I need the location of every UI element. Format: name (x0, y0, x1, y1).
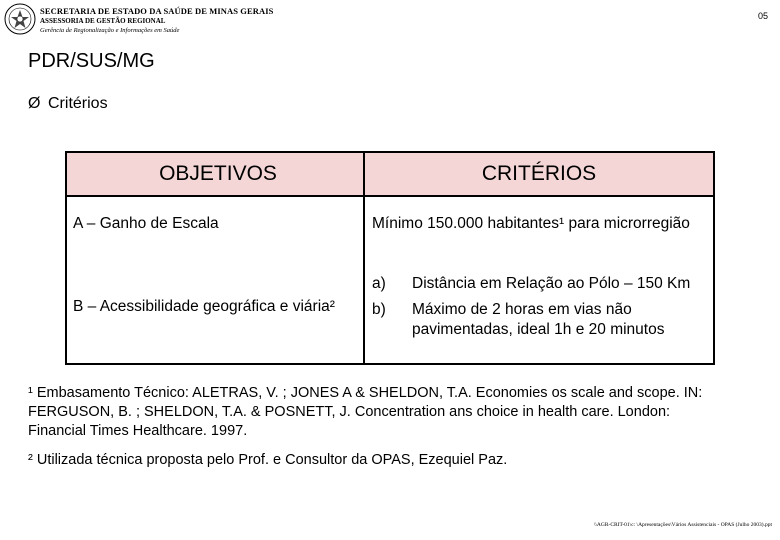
bullet-heading (28, 95, 108, 113)
list-item: Máximo de 2 horas em vias não pavimentadas, ideal 1h e 20 minutos (412, 301, 665, 338)
department-name: ASSESSORIA DE GESTÃO REGIONAL (40, 17, 166, 25)
header-criteria: CRITÉRIOS (364, 152, 714, 196)
table-row (66, 251, 714, 364)
header-objectives: OBJETIVOS (66, 152, 364, 196)
bullet-text: Critérios (48, 95, 108, 112)
org-name: SECRETARIA DE ESTADO DA SAÚDE DE MINAS GERAIS (40, 6, 274, 16)
list-marker: a) (372, 275, 386, 292)
table-row (66, 196, 714, 251)
criteria-table (65, 151, 715, 365)
footnote-1: ¹ Embasamento Técnico: ALETRAS, V. ; JONES A & SHELDON, T.A. Economies os scale and scope. IN: FERGUSON, B. ; SHELDON, T.A. & POSNETT, J. Concentration ans choice in health care. London: Financial Times Healthcare. 1997. (28, 385, 703, 439)
footer-path: \\AGR-CRIT-01\c: \Apresentações\Vários Assistenciais - OPAS (Julho 2003).ppt (593, 522, 772, 528)
list-item: Distância em Relação ao Pólo – 150 Km (412, 275, 691, 292)
unit-name: Gerência de Regionalização e Informações em Saúde (40, 27, 180, 34)
state-seal-icon (4, 3, 36, 35)
page-title: PDR/SUS/MG (28, 50, 155, 72)
page-number: 05 (757, 11, 768, 21)
criterion-cell: Mínimo 150.000 habitantes¹ para microrregião (364, 196, 714, 251)
list-marker: b) (372, 301, 386, 318)
criterion-list (372, 274, 713, 340)
objective-cell: B – Acessibilidade geográfica e viária² (66, 251, 364, 364)
footnote-2: ² Utilizada técnica proposta pelo Prof. e Consultor da OPAS, Ezequiel Paz. (28, 452, 508, 468)
objective-cell: A – Ganho de Escala (66, 196, 364, 251)
criterion-cell (364, 251, 714, 364)
arrow-bullet-icon: Ø (28, 95, 41, 112)
